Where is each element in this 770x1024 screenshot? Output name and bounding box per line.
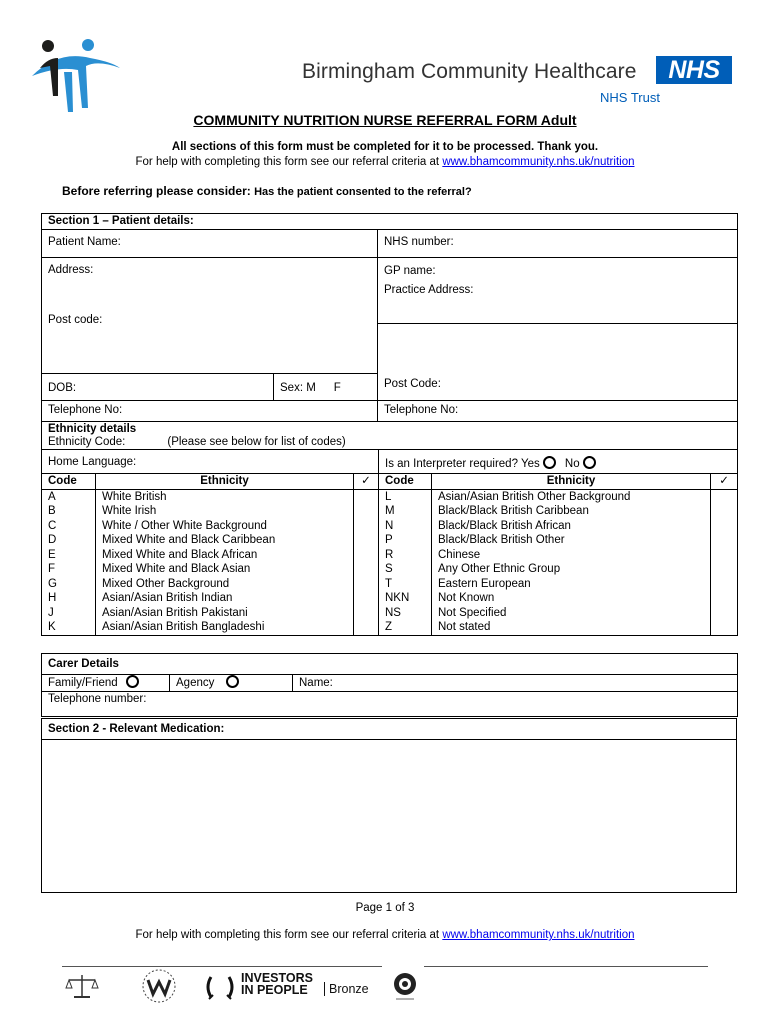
referral-criteria-link[interactable]: www.bhamcommunity.nhs.uk/nutrition: [442, 156, 635, 168]
ethnicity-code: M: [379, 504, 432, 519]
medication-table: [41, 718, 737, 893]
globe-seal-icon: [388, 970, 422, 1002]
ethnicity-code: C: [42, 519, 96, 534]
ethnicity-name: Mixed White and Black African: [96, 548, 354, 563]
gp-post-code-field[interactable]: Post Code:: [378, 324, 738, 401]
help-text: For help with completing this form see our referral criteria at www.bhamcommunity.nhs.uk/nutrition: [135, 156, 635, 168]
ethnicity-code-row: Ethnicity details Ethnicity Code: (Please see below for list of codes): [42, 422, 738, 450]
ethnicity-checkbox[interactable]: [354, 519, 379, 534]
bronze-label: Bronze: [324, 982, 369, 996]
ethnicity-checkbox[interactable]: [354, 577, 379, 592]
page-number: Page 1 of 3: [355, 902, 415, 914]
ethnicity-name: Asian/Asian British Pakistani: [96, 606, 354, 621]
ethnicity-checkbox[interactable]: [354, 606, 379, 621]
ethnicity-code: R: [379, 548, 432, 563]
ethnicity-name: Black/Black British Other: [432, 533, 711, 548]
family-friend-radio[interactable]: [126, 675, 139, 688]
ethnicity-row: [42, 577, 738, 592]
footer-divider-left: [62, 966, 382, 967]
ethnicity-checkbox[interactable]: [711, 577, 738, 592]
ethnicity-name: Not Known: [432, 591, 711, 606]
org-name: Birmingham Community Healthcare: [302, 60, 637, 83]
ethnicity-checkbox[interactable]: [354, 620, 379, 635]
carer-heading: Carer Details: [42, 654, 738, 675]
ethnicity-row: [42, 562, 738, 577]
section2-heading: Section 2 - Relevant Medication:: [42, 719, 737, 740]
investors-in-people-text: INVESTORS IN PEOPLE: [241, 971, 314, 997]
footer-help-text: For help with completing this form see our referral criteria at www.bhamcommunity.nhs.uk/nutrition: [135, 929, 635, 941]
interpreter-no-radio[interactable]: [583, 456, 596, 469]
ethnicity-checkbox[interactable]: [354, 533, 379, 548]
dob-field[interactable]: DOB:: [42, 374, 274, 401]
post-code-field: Post code:: [48, 314, 103, 326]
ethnicity-name: Asian/Asian British Bangladeshi: [96, 620, 354, 635]
footer-referral-link[interactable]: www.bhamcommunity.nhs.uk/nutrition: [442, 929, 635, 941]
ethnicity-code: Z: [379, 620, 432, 635]
ethnicity-row: [42, 591, 738, 606]
ethnicity-checkbox[interactable]: [354, 489, 379, 504]
col-ethnicity-header: Ethnicity: [96, 474, 354, 490]
investors-in-people-wreath-icon: [203, 971, 237, 1003]
ethnicity-name: Any Other Ethnic Group: [432, 562, 711, 577]
ethnicity-code: S: [379, 562, 432, 577]
disability-positive-badge-icon: [136, 968, 182, 1004]
col-check-header: ✓: [354, 474, 379, 490]
col-code-header-2: Code: [379, 474, 432, 490]
ethnicity-code: J: [42, 606, 96, 621]
carer-name-field[interactable]: Name:: [293, 675, 738, 692]
ethnicity-name: White British: [96, 489, 354, 504]
ethnicity-row: [42, 620, 738, 635]
ethnicity-code: NS: [379, 606, 432, 621]
ethnicity-checkbox[interactable]: [711, 606, 738, 621]
ethnicity-code: D: [42, 533, 96, 548]
carer-telephone-field[interactable]: Telephone number:: [42, 692, 738, 717]
telephone-field[interactable]: Telephone No:: [42, 401, 378, 422]
completion-notice: All sections of this form must be completed for it to be processed. Thank you.: [171, 141, 599, 153]
ethnicity-checkbox[interactable]: [354, 562, 379, 577]
nhs-logo: NHS: [656, 56, 732, 84]
ethnicity-code: E: [42, 548, 96, 563]
gp-field[interactable]: GP name: Practice Address:: [378, 258, 738, 324]
ethnicity-checkbox[interactable]: [711, 519, 738, 534]
ethnicity-code: H: [42, 591, 96, 606]
ethnicity-checkbox[interactable]: [354, 548, 379, 563]
ethnicity-checkbox[interactable]: [711, 504, 738, 519]
sex-field[interactable]: Sex: M F: [274, 374, 378, 401]
three-people-figures-icon: [28, 36, 124, 116]
ethnicity-checkbox[interactable]: [354, 591, 379, 606]
practice-address-field: Practice Address:: [384, 284, 474, 296]
ethnicity-checkbox[interactable]: [711, 489, 738, 504]
ethnicity-checkbox[interactable]: [711, 591, 738, 606]
ethnicity-name: Mixed Other Background: [96, 577, 354, 592]
scales-of-justice-icon: [64, 972, 100, 1002]
ethnicity-code: N: [379, 519, 432, 534]
ethnicity-checkbox[interactable]: [711, 620, 738, 635]
ethnicity-table: [41, 421, 738, 636]
carer-details-table: [41, 653, 738, 717]
patient-details-table: [41, 213, 738, 422]
section1-heading: Section 1 – Patient details:: [42, 214, 738, 230]
ethnicity-code: P: [379, 533, 432, 548]
ethnicity-row: [42, 519, 738, 534]
ethnicity-name: Chinese: [432, 548, 711, 563]
ethnicity-code: A: [42, 489, 96, 504]
ethnicity-code: F: [42, 562, 96, 577]
consent-prompt: Before referring please consider: Has the patient consented to the referral?: [62, 184, 472, 198]
ethnicity-code: K: [42, 620, 96, 635]
ethnicity-row: [42, 533, 738, 548]
medication-field[interactable]: [42, 740, 737, 893]
interpreter-question: Is an Interpreter required? Yes No: [379, 450, 738, 474]
address-field[interactable]: Address: Post code:: [42, 258, 378, 374]
ethnicity-checkbox[interactable]: [354, 504, 379, 519]
ethnicity-code: L: [379, 489, 432, 504]
ethnicity-code: G: [42, 577, 96, 592]
gp-telephone-field[interactable]: Telephone No:: [378, 401, 738, 422]
ethnicity-checkbox[interactable]: [711, 562, 738, 577]
home-language-field[interactable]: Home Language:: [42, 450, 379, 474]
ethnicity-checkbox[interactable]: [711, 548, 738, 563]
agency-radio[interactable]: [226, 675, 239, 688]
col-ethnicity-header-2: Ethnicity: [432, 474, 711, 490]
ethnicity-name: Not stated: [432, 620, 711, 635]
col-check-header-2: ✓: [711, 474, 738, 490]
nhs-trust-label: NHS Trust: [600, 90, 660, 105]
family-friend-option: Family/Friend: [42, 675, 170, 692]
col-code-header: Code: [42, 474, 96, 490]
ethnicity-checkbox[interactable]: [711, 533, 738, 548]
ethnicity-row: [42, 504, 738, 519]
ethnicity-name: Eastern European: [432, 577, 711, 592]
nhs-number-field[interactable]: NHS number:: [378, 230, 738, 258]
patient-name-field[interactable]: Patient Name:: [42, 230, 378, 258]
ethnicity-row: [42, 606, 738, 621]
ethnicity-row: [42, 489, 738, 504]
ethnicity-name: Black/Black British Caribbean: [432, 504, 711, 519]
ethnicity-code: NKN: [379, 591, 432, 606]
ethnicity-code: B: [42, 504, 96, 519]
footer-divider-right: [424, 966, 708, 967]
ethnicity-name: Asian/Asian British Indian: [96, 591, 354, 606]
ethnicity-name: Not Specified: [432, 606, 711, 621]
agency-option: Agency: [170, 675, 293, 692]
ethnicity-name: White / Other White Background: [96, 519, 354, 534]
interpreter-yes-radio[interactable]: [543, 456, 556, 469]
ethnicity-heading: Ethnicity details: [48, 423, 137, 435]
ethnicity-name: White Irish: [96, 504, 354, 519]
ethnicity-name: Mixed White and Black Caribbean: [96, 533, 354, 548]
form-title: COMMUNITY NUTRITION NURSE REFERRAL FORM Adult: [193, 112, 577, 128]
ethnicity-row: [42, 548, 738, 563]
ethnicity-name: Black/Black British African: [432, 519, 711, 534]
ethnicity-name: Mixed White and Black Asian: [96, 562, 354, 577]
ethnicity-code: T: [379, 577, 432, 592]
ethnicity-name: Asian/Asian British Other Background: [432, 489, 711, 504]
